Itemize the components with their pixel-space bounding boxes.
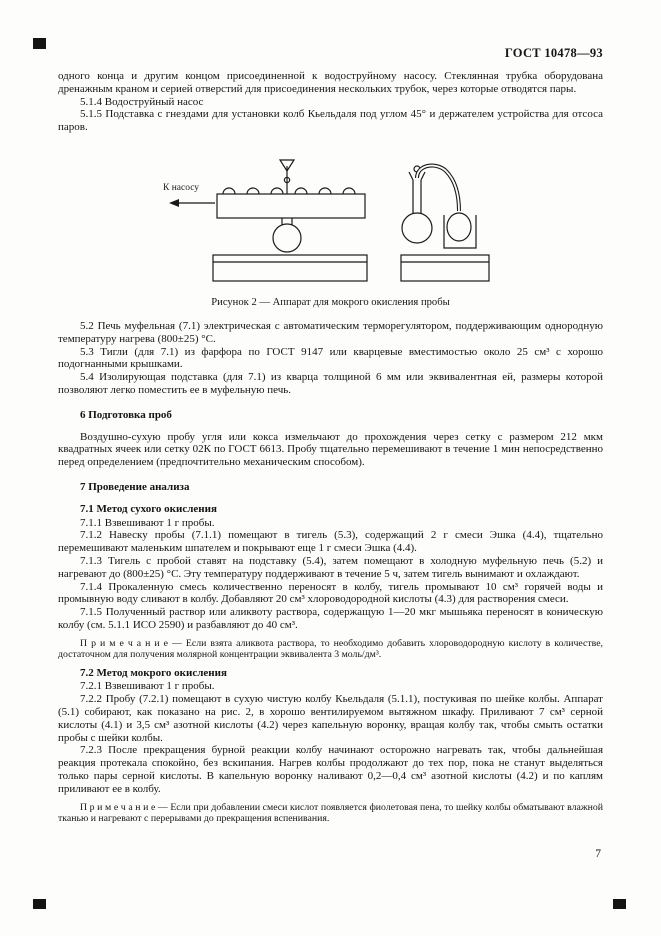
note-2: П р и м е ч а н и е — Если при добавлении смеси кислот появляется фиолетовая пена, то шейку колбы обматывают влажной тканью и нагревают с перерывами до прекращения вспенивания. [58, 801, 603, 824]
clause-7-1-1: 7.1.1 Взвешивают 1 г пробы. [80, 516, 215, 529]
note-1: П р и м е ч а н и е — Если взята аликвота раствора, то необходимо добавить хлороводородную кислоту в количестве, достаточном для получения молярной концентрации эквивалента 3 моль/дм³. [58, 637, 603, 661]
to-pump-label: К насосу [162, 182, 199, 193]
clause-5-1-4: 5.1.4 Водоструйный насос [80, 95, 204, 108]
clause-7-1-heading: 7.1 Метод сухого окисления [80, 502, 217, 515]
kjeldahl-flask [273, 218, 301, 252]
to-pump-arrow [169, 199, 215, 207]
clause-7-2-2: 7.2.2 Пробу (7.2.1) помещают в сухую чистую колбу Кьельдаля (5.1.1), постукивая по шейке колбы. Аппарат (5.1) собирают, как показано на рис. 2, в хорошо вентилируемом вытяжном шкафу. Приливают 7 см³ серной кислоты (4.1) и 3,5 см³ азотной кислоты (4.2) через капельную воронку, вращая колбу так, чтобы смыть остатки пробы с шейки колбы. [58, 693, 603, 744]
left-stand [213, 255, 367, 281]
clause-7-1-2: 7.1.2 Навеску пробы (7.1.1) помещают в тигель (5.3), содержащий 2 г смеси Эшка (4.4), тщательно перемешивают маленьким шпателем и покрывают еще 1 г смеси Эшка (4.4). [58, 529, 603, 555]
dropping-funnel [280, 160, 294, 194]
clause-5-2: 5.2 Печь муфельная (7.1) электрическая с автоматическим терморегулятором, поддерживающим однородную температуру нагрева (800±25) °С. [58, 319, 603, 345]
manifold-tube [217, 188, 365, 218]
document-code: ГОСТ 10478—93 [504, 46, 603, 60]
clause-7-2-3: 7.2.3 После прекращения бурной реакции колбу начинают осторожно нагревать так, чтобы дальнейшая реакция протекала спокойно, без вскипания. Нагрев колбы продолжают до тех пор, пока не станут выделяться только пары серной кислоты. В капельную воронку наливают 0,2—0,4 см³ азотной кислоты (4.2) и по каплям приливают ее в колбу. [58, 744, 603, 795]
page-number: 7 [595, 848, 601, 860]
clause-5-4: 5.4 Изолирующая подставка (для 7.1) из кварца толщиной 6 мм или эквивалентная ей, размеры которой позволяют легко поместить ее в муфельную печь. [58, 371, 603, 396]
clause-6-body: Воздушно-сухую пробу угля или кокса измельчают до прохождения через сетку с размером 212 мкм квадратных ячеек или сетку 02К по ГОСТ 6613. Пробу тщательно перемешивают в течение 1 мин непосредственно перед определением (предпочтительно механическим способом). [58, 430, 603, 469]
right-stand [401, 255, 489, 281]
scan-corner-mark-bottom-right [613, 899, 626, 909]
clause-7-2-1: 7.2.1 Взвешивают 1 г пробы. [80, 680, 215, 693]
paragraph-continuation: одного конца и другим концом присоединенной к водоструйному насосу. Стеклянная трубка оборудована дренажным краном и серией отверстий для присоединения нескольких трубок, через которые отводятся пары. [58, 70, 603, 95]
figure-2 [58, 158, 603, 308]
apparatus-diagram [161, 158, 501, 286]
clause-7-1-4: 7.1.4 Прокаленную смесь количественно переносят в колбу, тигель промывают 10 см³ горячей воды и промывную воду сливают в колбу. Добавляют 20 см³ хлороводородной кислоты (4.3) для растворения смеси. [58, 580, 603, 606]
scan-corner-mark-bottom-left [33, 899, 46, 909]
clause-7-2-heading: 7.2 Метод мокрого окисления [80, 666, 227, 679]
clause-7-1-5: 7.1.5 Полученный раствор или аликвоту раствора, содержащую 1—20 мкг мышьяка переносят в коническую колбу (см. 5.1.1 ИСО 2590) и разбавляют до 40 см³. [58, 606, 603, 631]
clause-5-3: 5.3 Тигли (для 7.1) из фарфора по ГОСТ 9147 или кварцевые вместимостью около 25 см³ с хорошо подогнанными крышками. [58, 345, 603, 371]
clause-7-1-3: 7.1.3 Тигель с пробой ставят на подставку (5.4), затем помещают в холодную муфельную печь (5.2) и нагревают до (800±25) °С. Эту температуру поддерживают в течение 5 ч, затем тигель вынимают и охлаждают. [58, 554, 603, 580]
figure-2-caption: Рисунок 2 — Аппарат для мокрого окисления пробы [211, 296, 450, 308]
page-content [58, 70, 603, 830]
section-6-heading: 6 Подготовка проб [80, 408, 172, 421]
section-7-heading: 7 Проведение анализа [80, 480, 190, 493]
scan-corner-mark-top-left [33, 38, 46, 49]
right-flask-assembly [402, 166, 476, 248]
clause-5-1-5: 5.1.5 Подставка с гнездами для установки колб Кьельдаля под углом 45° и держателем устройства для отсоса паров. [58, 108, 603, 134]
